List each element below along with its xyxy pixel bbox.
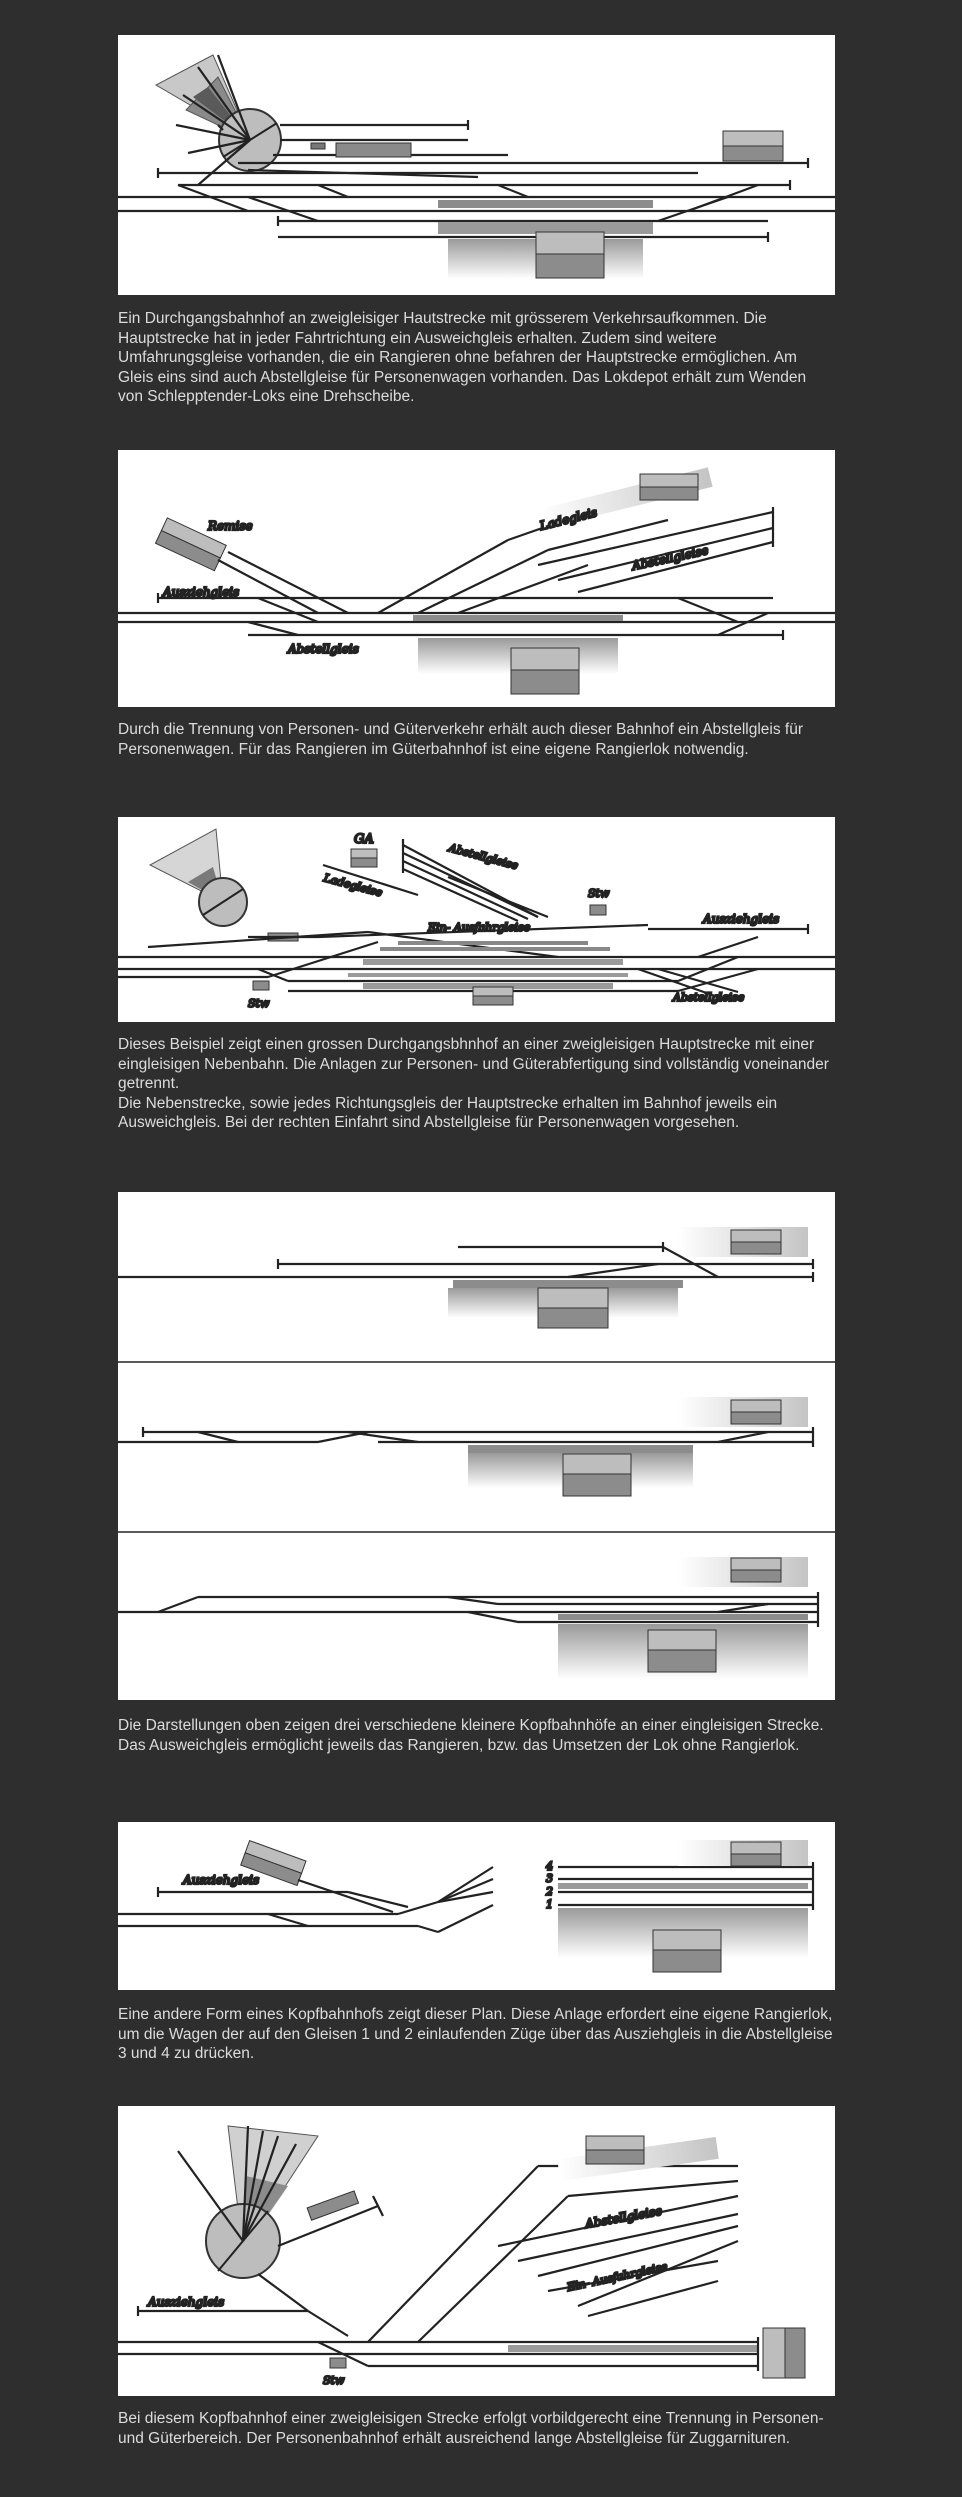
caption-5 [118,2005,835,2064]
gueterschuppen [640,474,698,500]
label-remise: Remise [208,519,253,533]
lokschuppen [336,143,411,157]
label-ein-ausfahrgleise: Ein- Ausfahrgleise [565,2259,669,2294]
label-track-2: 2 [546,1885,553,1898]
stellwerk [253,981,269,990]
label-ga: GA [354,832,374,847]
caption-text: Die Darstellungen oben zeigen drei verschiedene kleinere Kopfbahnhöfe an einer eingleisigen Strecke. Das Ausweichgleis ermöglicht jeweils das Rangieren, bzw. das Umsetzen der Lok ohne Rangierlok. [118,1717,824,1754]
label-ausziehgleis: Ausziehgleis [148,2295,225,2309]
label-ausziehgleis: Ausziehgleis [703,912,780,926]
label-track-3: 3 [546,1872,553,1885]
stellwerk [590,905,606,915]
stellwerk [330,2358,346,2368]
track-plan-3 [118,817,835,1022]
caption-text: Eine andere Form eines Kopfbahnhofs zeigt dieser Plan. Diese Anlage erfordert eine eigene Rangierlok, um die Wagen der auf den Gleisen 1 und 2 einlaufenden Züge über das Ausziehgleis in die Abstellgleise 3 und 4 zu drücken. [118,2006,833,2062]
track-plan-5 [118,1822,835,1990]
gueterabfertigung [351,849,377,858]
track-plan-1 [118,35,835,295]
track-plan-2 [118,450,835,707]
caption-text: Die Nebenstrecke, sowie jedes Richtungsgleis der Hauptstrecke erhalten im Bahnhof jeweils ein Ausweichgleis. Bei der rechten Einfahrt sind Abstellgleise für Personenwagen vorgesehen. [118,1094,778,1131]
kopfbahnhof-a [118,1227,813,1328]
label-abstellgleise-top: Abstellgleise [447,841,520,873]
label-ein-ausfahrgleise: Ein- Ausfahrgleise [428,921,531,934]
label-stw-left: Stw [248,997,270,1010]
station-building [536,232,604,254]
caption-2 [118,720,835,759]
label-track-4: 4 [546,1860,553,1873]
kopfbahnhof-b [118,1397,813,1496]
station-building [763,2328,805,2378]
gueterschuppen [723,131,783,146]
caption-text: Durch die Trennung von Personen- und Güterverkehr erhält auch dieser Bahnhof ein Abstellgleis für Personenwagen. Für das Rangieren im Güterbahnhof ist eine eigene Rangierlok notwendig. [118,721,803,758]
caption-1 [118,309,835,407]
label-track-1: 1 [546,1898,553,1911]
label-stw-right: Stw [588,887,610,900]
label-abstellgleise: Abstellgleise [584,2203,664,2231]
kopfbahnhof-c [118,1557,818,1679]
label-abstellgleis: Abstellgleis [288,642,359,656]
caption-text: Bei diesem Kopfbahnhof einer zweigleisigen Strecke erfolgt vorbildgerecht eine Trennung in Personen- und Güterbereich. Der Personenbahnhof erhält ausreichend lange Abstellgleise für Zuggarnituren. [118,2410,824,2447]
track-plan-4 [118,1192,835,1700]
station-building [511,648,579,670]
label-ausziehgleis: Ausziehgleis [183,1873,260,1887]
label-ladegleise: Ladegleise [322,871,384,900]
label-stw: Stw [323,2374,345,2387]
caption-text: Dieses Beispiel zeigt einen grossen Durchgangsbhnhof an einer zweigleisigen Hauptstrecke mit einer eingleisigen Nebenbahn. Die Anlagen zur Personen- und Güterabfertigung sind vollständig voneinander getrennt. [118,1036,829,1092]
caption-4 [118,1716,835,1755]
station-building [653,1930,721,1950]
label-ausziehgleis: Ausziehgleis [163,585,240,599]
caption-6 [118,2409,835,2448]
label-abstellgleise-bottom: Abstellgleise [673,991,745,1004]
track-plan-6 [118,2106,835,2396]
caption-3 [118,1035,835,1133]
label-abstellgleise: Abstellgleise [630,543,710,573]
gueterschuppen [586,2136,644,2164]
label-ladegleis: Ladegleis [538,505,599,533]
station-building [473,987,513,996]
caption-text: Ein Durchgangsbahnhof an zweigleisiger Hautstrecke mit grösserem Verkehrsaufkommen. Die Hauptstrecke hat in jeder Fahrtrichtung ein Ausweichgleis erhalten. Zudem sind weitere Umfahrungsgleise vorhanden, die ein Rangieren ohne befahren der Hauptstrecke ermöglichen. Am Gleis eins sind auch Abstellgleise für Personenwagen vorhanden. Das Lokdepot erhält zum Wenden von Schlepptender-Loks eine Drehscheibe. [118,310,807,405]
